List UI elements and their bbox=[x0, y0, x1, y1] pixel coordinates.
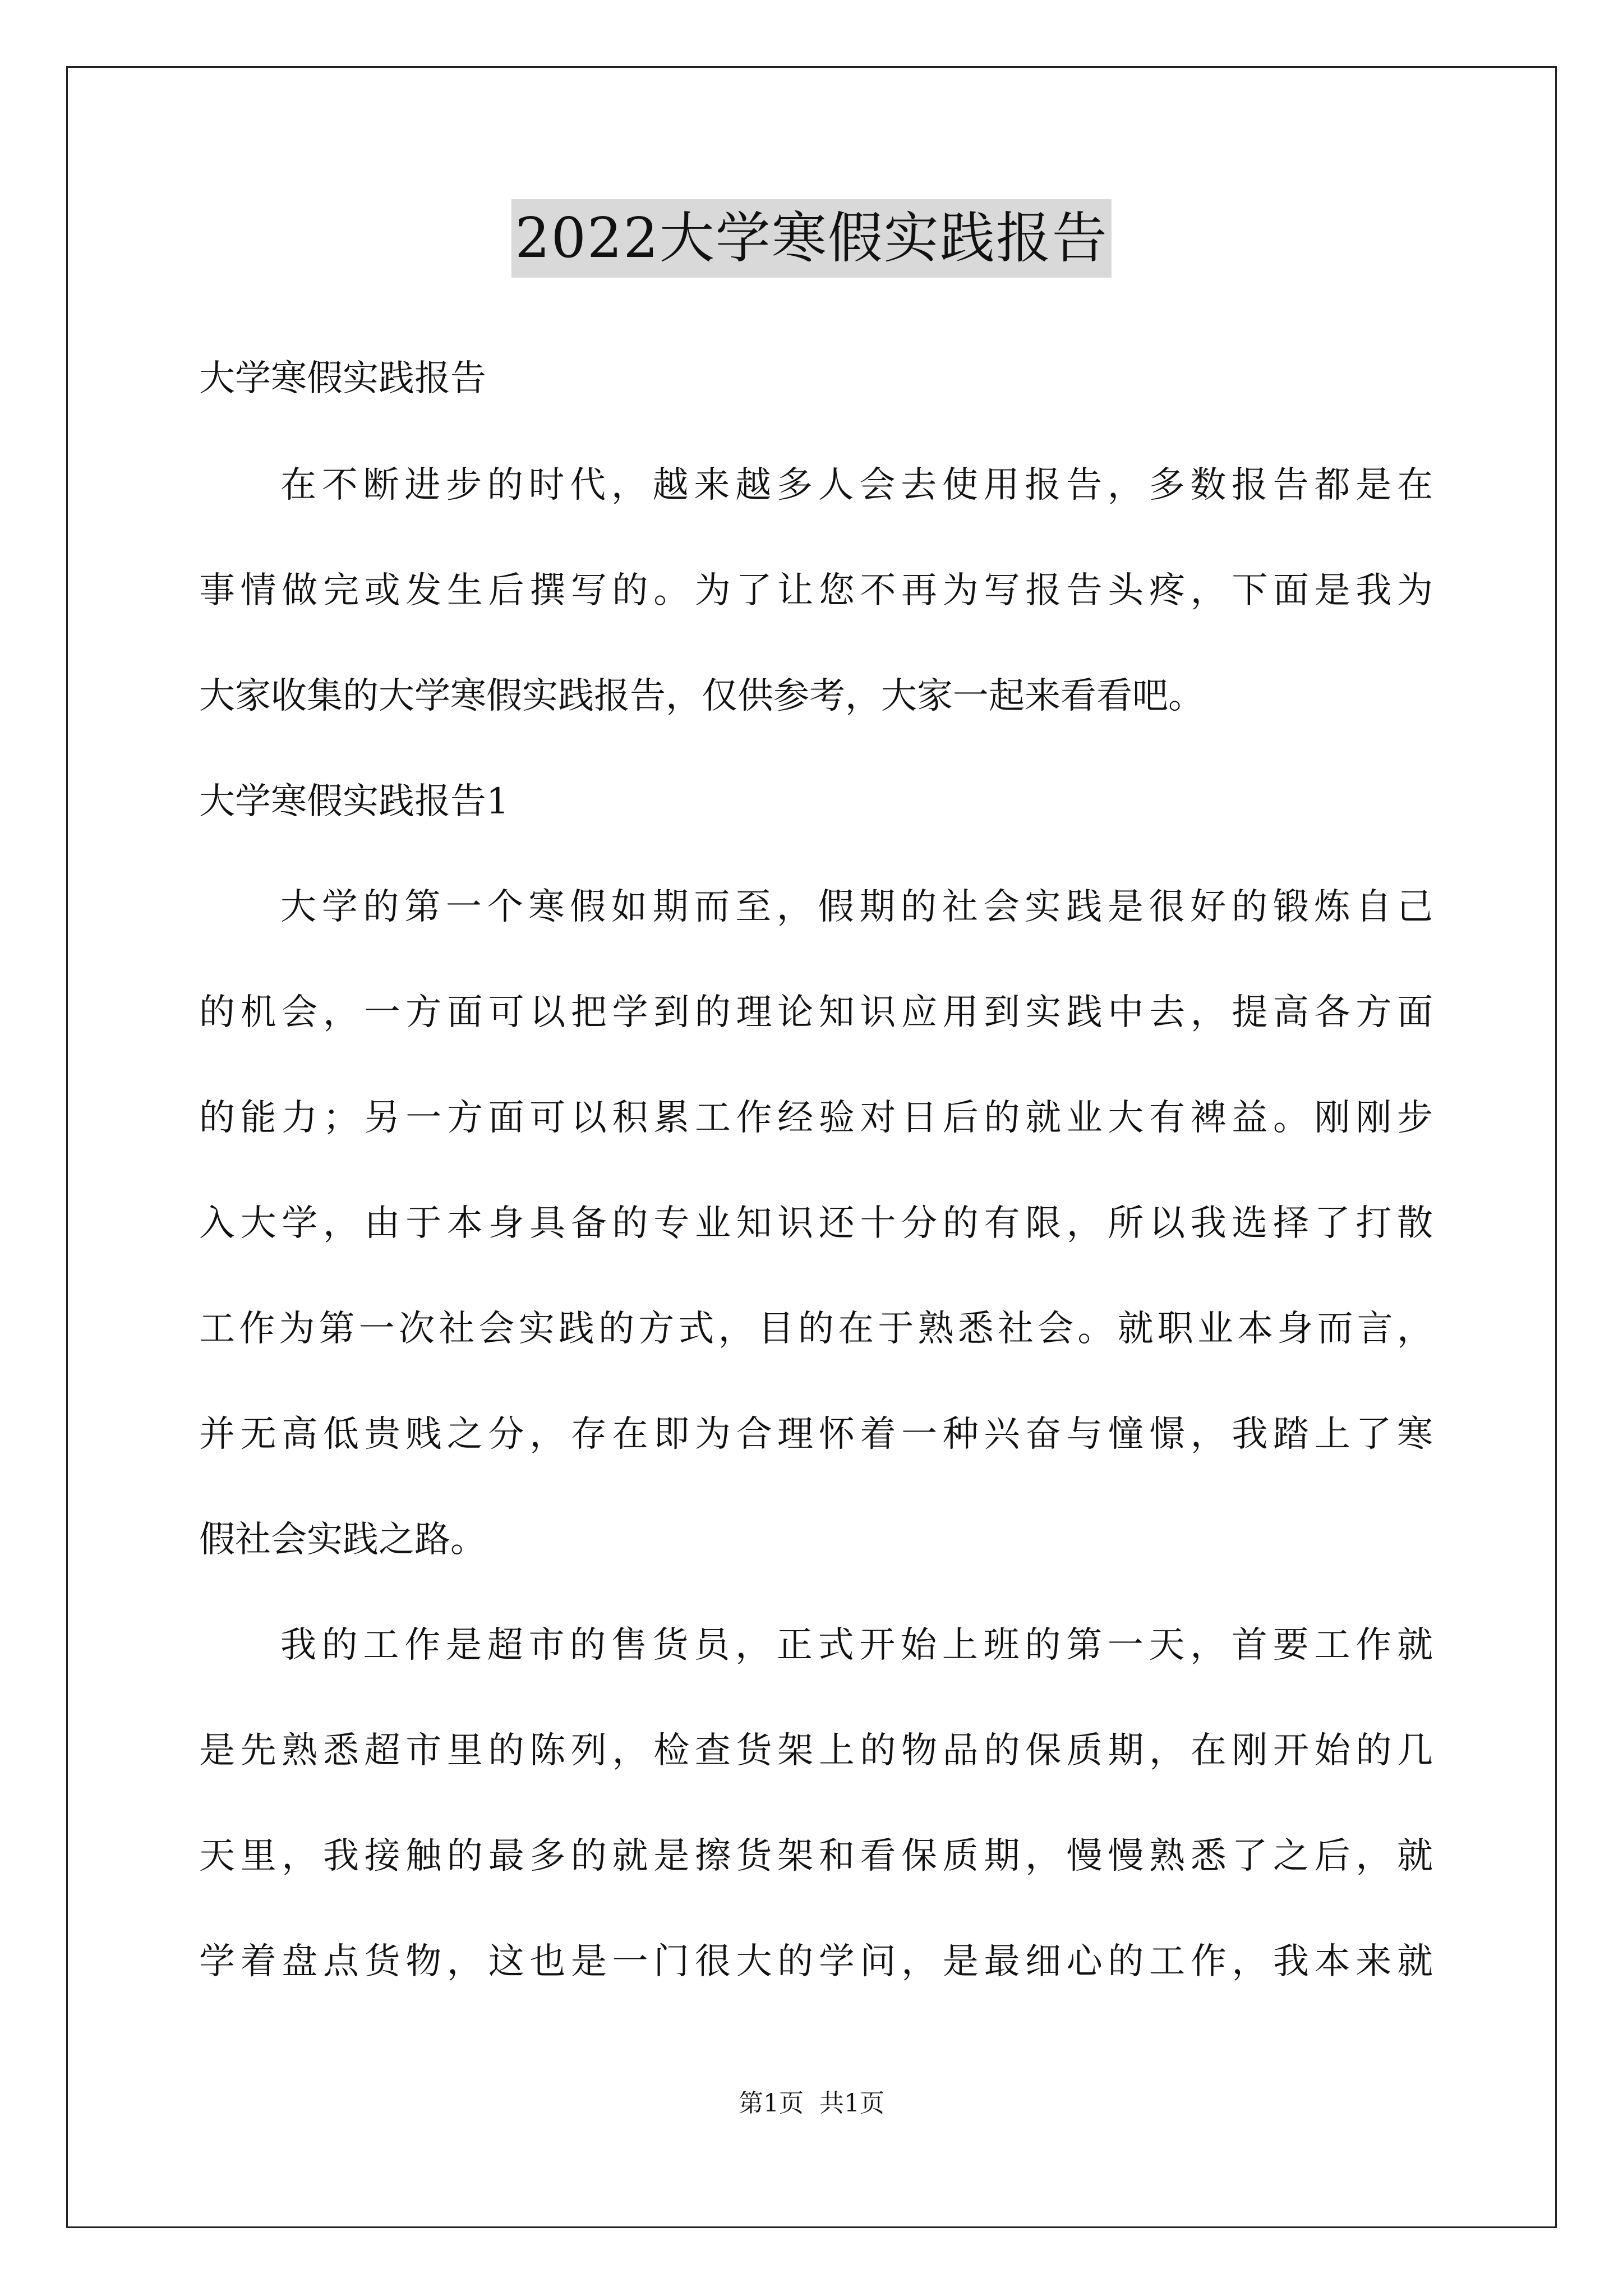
para2-line-4: 学着盘点货物，这也是一门很大的学问，是最细心的工作，我本来就 bbox=[199, 1941, 1433, 1982]
page-footer bbox=[0, 2087, 1623, 2120]
para1-line-1: 大学的第一个寒假如期而至，假期的社会实践是很好的锻炼自己 bbox=[280, 886, 1433, 928]
intro-line-2: 事情做完或发生后撰写的。为了让您不再为写报告头疼，下面是我为 bbox=[199, 570, 1433, 611]
subtitle-line: 大学寒假实践报告 bbox=[199, 358, 486, 399]
intro-line-3: 大家收集的大学寒假实践报告，仅供参考，大家一起来看看吧。 bbox=[199, 675, 1204, 717]
section-heading-1: 大学寒假实践报告1 bbox=[199, 781, 509, 822]
para1-line-2: 的机会，一方面可以把学到的理论知识应用到实践中去，提高各方面 bbox=[199, 992, 1433, 1033]
para1-line-7: 假社会实践之路。 bbox=[199, 1519, 486, 1561]
para1-line-5: 工作为第一次社会实践的方式，目的在于熟悉社会。就职业本身而言， bbox=[199, 1308, 1433, 1350]
document-title: 2022大学寒假实践报告 bbox=[511, 199, 1111, 278]
para1-line-6: 并无高低贵贱之分，存在即为合理怀着一种兴奋与憧憬，我踏上了寒 bbox=[199, 1414, 1433, 1455]
para2-line-3: 天里，我接触的最多的就是擦货架和看保质期，慢慢熟悉了之后，就 bbox=[199, 1835, 1433, 1877]
para1-line-4: 入大学，由于本身具备的专业知识还十分的有限，所以我选择了打散 bbox=[199, 1203, 1433, 1244]
para2-line-1: 我的工作是超市的售货员，正式开始上班的第一天，首要工作就 bbox=[280, 1625, 1433, 1666]
page-number-current: 第1页 bbox=[739, 2089, 804, 2118]
intro-line-1: 在不断进步的时代，越来越多人会去使用报告，多数报告都是在 bbox=[280, 464, 1433, 506]
para2-line-2: 是先熟悉超市里的陈列，检查货架上的物品的保质期，在刚开始的几 bbox=[199, 1730, 1433, 1772]
title-container bbox=[0, 199, 1623, 278]
para1-line-3: 的能力；另一方面可以积累工作经验对日后的就业大有裨益。刚刚步 bbox=[199, 1097, 1433, 1139]
page-number-total: 共1页 bbox=[819, 2089, 884, 2118]
